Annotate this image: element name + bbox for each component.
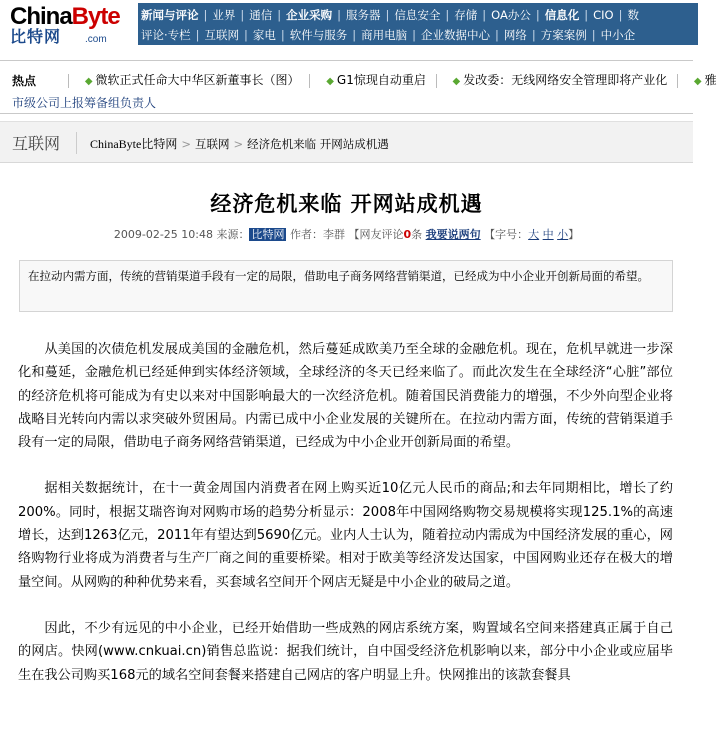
article-summary: 在拉动内需方面，传统的营销渠道手段有一定的局限，借助电子商务网络营销渠道，已经成为中小企业开创新局面的希望。 xyxy=(19,260,673,312)
main-nav xyxy=(138,3,698,45)
nav-divider: | xyxy=(240,8,245,22)
hot-label: 热点 xyxy=(12,74,37,88)
bullet-icon: ◆ xyxy=(693,76,702,87)
nav-secondary-item[interactable]: 软件与服务 xyxy=(289,28,348,42)
logo-domain: .com xyxy=(85,34,107,45)
nav-divider: | xyxy=(277,8,282,22)
breadcrumb-current: 经济危机来临 开网站成机遇 xyxy=(247,137,389,151)
font-size-close: 】 xyxy=(568,228,580,241)
nav-secondary-item[interactable]: 商用电脑 xyxy=(361,28,408,42)
hot-news-list xyxy=(62,71,717,88)
divider xyxy=(68,74,69,88)
breadcrumb xyxy=(90,135,389,152)
nav-divider: | xyxy=(337,8,341,22)
nav-divider: | xyxy=(591,28,596,42)
divider xyxy=(677,74,678,88)
hot-news-link[interactable]: 微软正式任命大中华区新董事长（图） xyxy=(95,73,300,87)
nav-primary-item[interactable]: 数 xyxy=(627,8,639,22)
breadcrumb-arrow-icon: > xyxy=(233,137,244,151)
article-paragraph: 从美国的次债危机发展成美国的金融危机，然后蔓延成欧美乃至全球的金融危机。现在，危机早就进一步深化和蔓延，金融危机已经延伸到实体经济领域，全球经济的冬天已经来临了。而此次发生在全球经济“心脏”部位的经济危机将可能成为有史以来对中国影响最大的一次经济危机。随着国民消费能力的增强，不少外向型企业将战略目光转向内需以求突破外贸困局。内需已成中小企业发展的关键所在。在拉动内需方面，传统的营销渠道手段有一定的局限，借助电子商务网络营销渠道，已经成为中小企业开创新局面的希望。 xyxy=(18,342,673,451)
nav-primary-item[interactable]: 信息化 xyxy=(544,8,580,22)
comments-label: 【网友评论 xyxy=(348,228,404,241)
section-title: 互联网 xyxy=(12,134,61,153)
nav-primary-item[interactable]: 存储 xyxy=(454,8,478,22)
nav-divider: | xyxy=(280,28,285,42)
divider xyxy=(309,74,310,88)
hot-news-link[interactable]: 雅 xyxy=(704,73,717,87)
article-paragraph: 据相关数据统计，在十一黄金周国内消费者在网上购买近10亿元人民币的商品;和去年同期相比，增长了约200%。同时，根据艾瑞咨询对网购市场的趋势分析显示：2008年中国网络购物交易规模将实现125.1%的高速增长，达到1263亿元，2011年有望达到5690亿元。业内人士认为，随着拉动内需成为中国经济发展的重心，网络购物行业将成为消费者与生产厂商之间的重要桥梁。相对于欧美等经济发达国家，中国网购业还存在极大的增量空间。从网购的种种优势来看，买套域名空间开个网店无疑是中小企业的破局之道。 xyxy=(18,481,673,590)
hot-news-link[interactable]: G1惊现自动重启 xyxy=(336,73,426,87)
comments-suffix: 条 xyxy=(411,228,423,241)
comment-link[interactable]: 我要说两句 xyxy=(425,228,481,241)
nav-divider: | xyxy=(352,28,357,42)
article-body xyxy=(18,338,673,710)
nav-primary-item[interactable]: 业界 xyxy=(212,8,236,22)
nav-row-primary xyxy=(138,5,642,25)
font-size-medium-link[interactable]: 中 xyxy=(542,228,554,241)
bullet-icon: ◆ xyxy=(84,76,93,87)
chinabyte-logo[interactable] xyxy=(10,4,126,46)
nav-secondary-item[interactable]: 企业数据中心 xyxy=(421,28,491,42)
article-datetime: 2009-02-25 10:48 xyxy=(113,228,213,241)
comment-count: 0 xyxy=(403,228,412,241)
nav-primary-item[interactable]: OA办公 xyxy=(491,8,531,22)
nav-secondary-item[interactable]: 方案案例 xyxy=(540,28,587,42)
nav-primary-item[interactable]: 信息安全 xyxy=(394,8,441,22)
bullet-icon: ◆ xyxy=(452,76,461,87)
nav-secondary-item[interactable]: 家电 xyxy=(252,28,276,42)
font-size-small-link[interactable]: 小 xyxy=(557,228,569,241)
font-size-label: 【字号： xyxy=(484,228,529,241)
nav-secondary-item[interactable]: 评论·专栏 xyxy=(141,28,191,42)
nav-primary-item[interactable]: CIO xyxy=(593,8,614,22)
divider xyxy=(76,132,77,154)
article-meta xyxy=(0,226,693,242)
nav-row-secondary xyxy=(138,25,638,45)
logo-chinese-name: 比特网 xyxy=(10,27,62,46)
source-label: 来源： xyxy=(216,228,250,241)
nav-divider: | xyxy=(244,28,248,42)
nav-divider: | xyxy=(445,8,450,22)
font-size-large-link[interactable]: 大 xyxy=(528,228,540,241)
hot-news-bar xyxy=(0,60,717,114)
nav-primary-item[interactable]: 服务器 xyxy=(346,8,381,22)
nav-secondary-item[interactable]: 中小企 xyxy=(600,28,636,42)
nav-secondary-item[interactable]: 网络 xyxy=(503,28,527,42)
nav-divider: | xyxy=(584,8,589,22)
nav-divider: | xyxy=(482,8,487,22)
section-bar xyxy=(0,121,693,163)
divider xyxy=(436,74,437,88)
breadcrumb-section-link[interactable]: 互联网 xyxy=(194,137,230,151)
article-paragraph: 因此，不少有远见的中小企业，已经开始借助一些成熟的网店系统方案，购置域名空间来搭建真正属于自己的网店。快网(www.cnkuai.cn)销售总监说：据我们统计，自中国受经济危机影响以来，部分中小企业或应届毕生在我公司购买168元的域名空间套餐来搭建自己网店的客户明显上升。快网推出的该款套餐具 xyxy=(18,620,673,683)
nav-primary-item[interactable]: 通信 xyxy=(249,8,273,22)
nav-primary-item[interactable]: 企业采购 xyxy=(286,8,333,22)
bullet-icon: ◆ xyxy=(326,76,334,87)
nav-divider: | xyxy=(385,8,390,22)
breadcrumb-arrow-icon: > xyxy=(181,137,191,151)
site-header xyxy=(0,0,693,48)
nav-secondary-item[interactable]: 互联网 xyxy=(204,28,240,42)
nav-primary-item[interactable]: 新闻与评论 xyxy=(141,8,199,22)
nav-divider: | xyxy=(495,28,499,42)
nav-divider: | xyxy=(203,8,208,22)
hot-news-link[interactable]: 市级公司上报筹备组负责人 xyxy=(12,96,157,110)
article xyxy=(0,162,693,729)
logo-wordmark: ChinaByte xyxy=(10,3,120,30)
author-label: 作者： xyxy=(289,228,323,241)
author-name: 李群 xyxy=(322,228,345,241)
hot-news-link[interactable]: 发改委：无线网络安全管理即将产业化 xyxy=(463,73,668,87)
nav-divider: | xyxy=(195,28,200,42)
nav-divider: | xyxy=(535,8,540,22)
nav-divider: | xyxy=(618,8,623,22)
nav-divider: | xyxy=(531,28,536,42)
source-link[interactable]: 比特网 xyxy=(251,228,285,241)
nav-divider: | xyxy=(412,28,417,42)
breadcrumb-home-link[interactable]: ChinaByte比特网 xyxy=(90,137,178,151)
article-title: 经济危机来临 开网站成机遇 xyxy=(210,192,483,216)
